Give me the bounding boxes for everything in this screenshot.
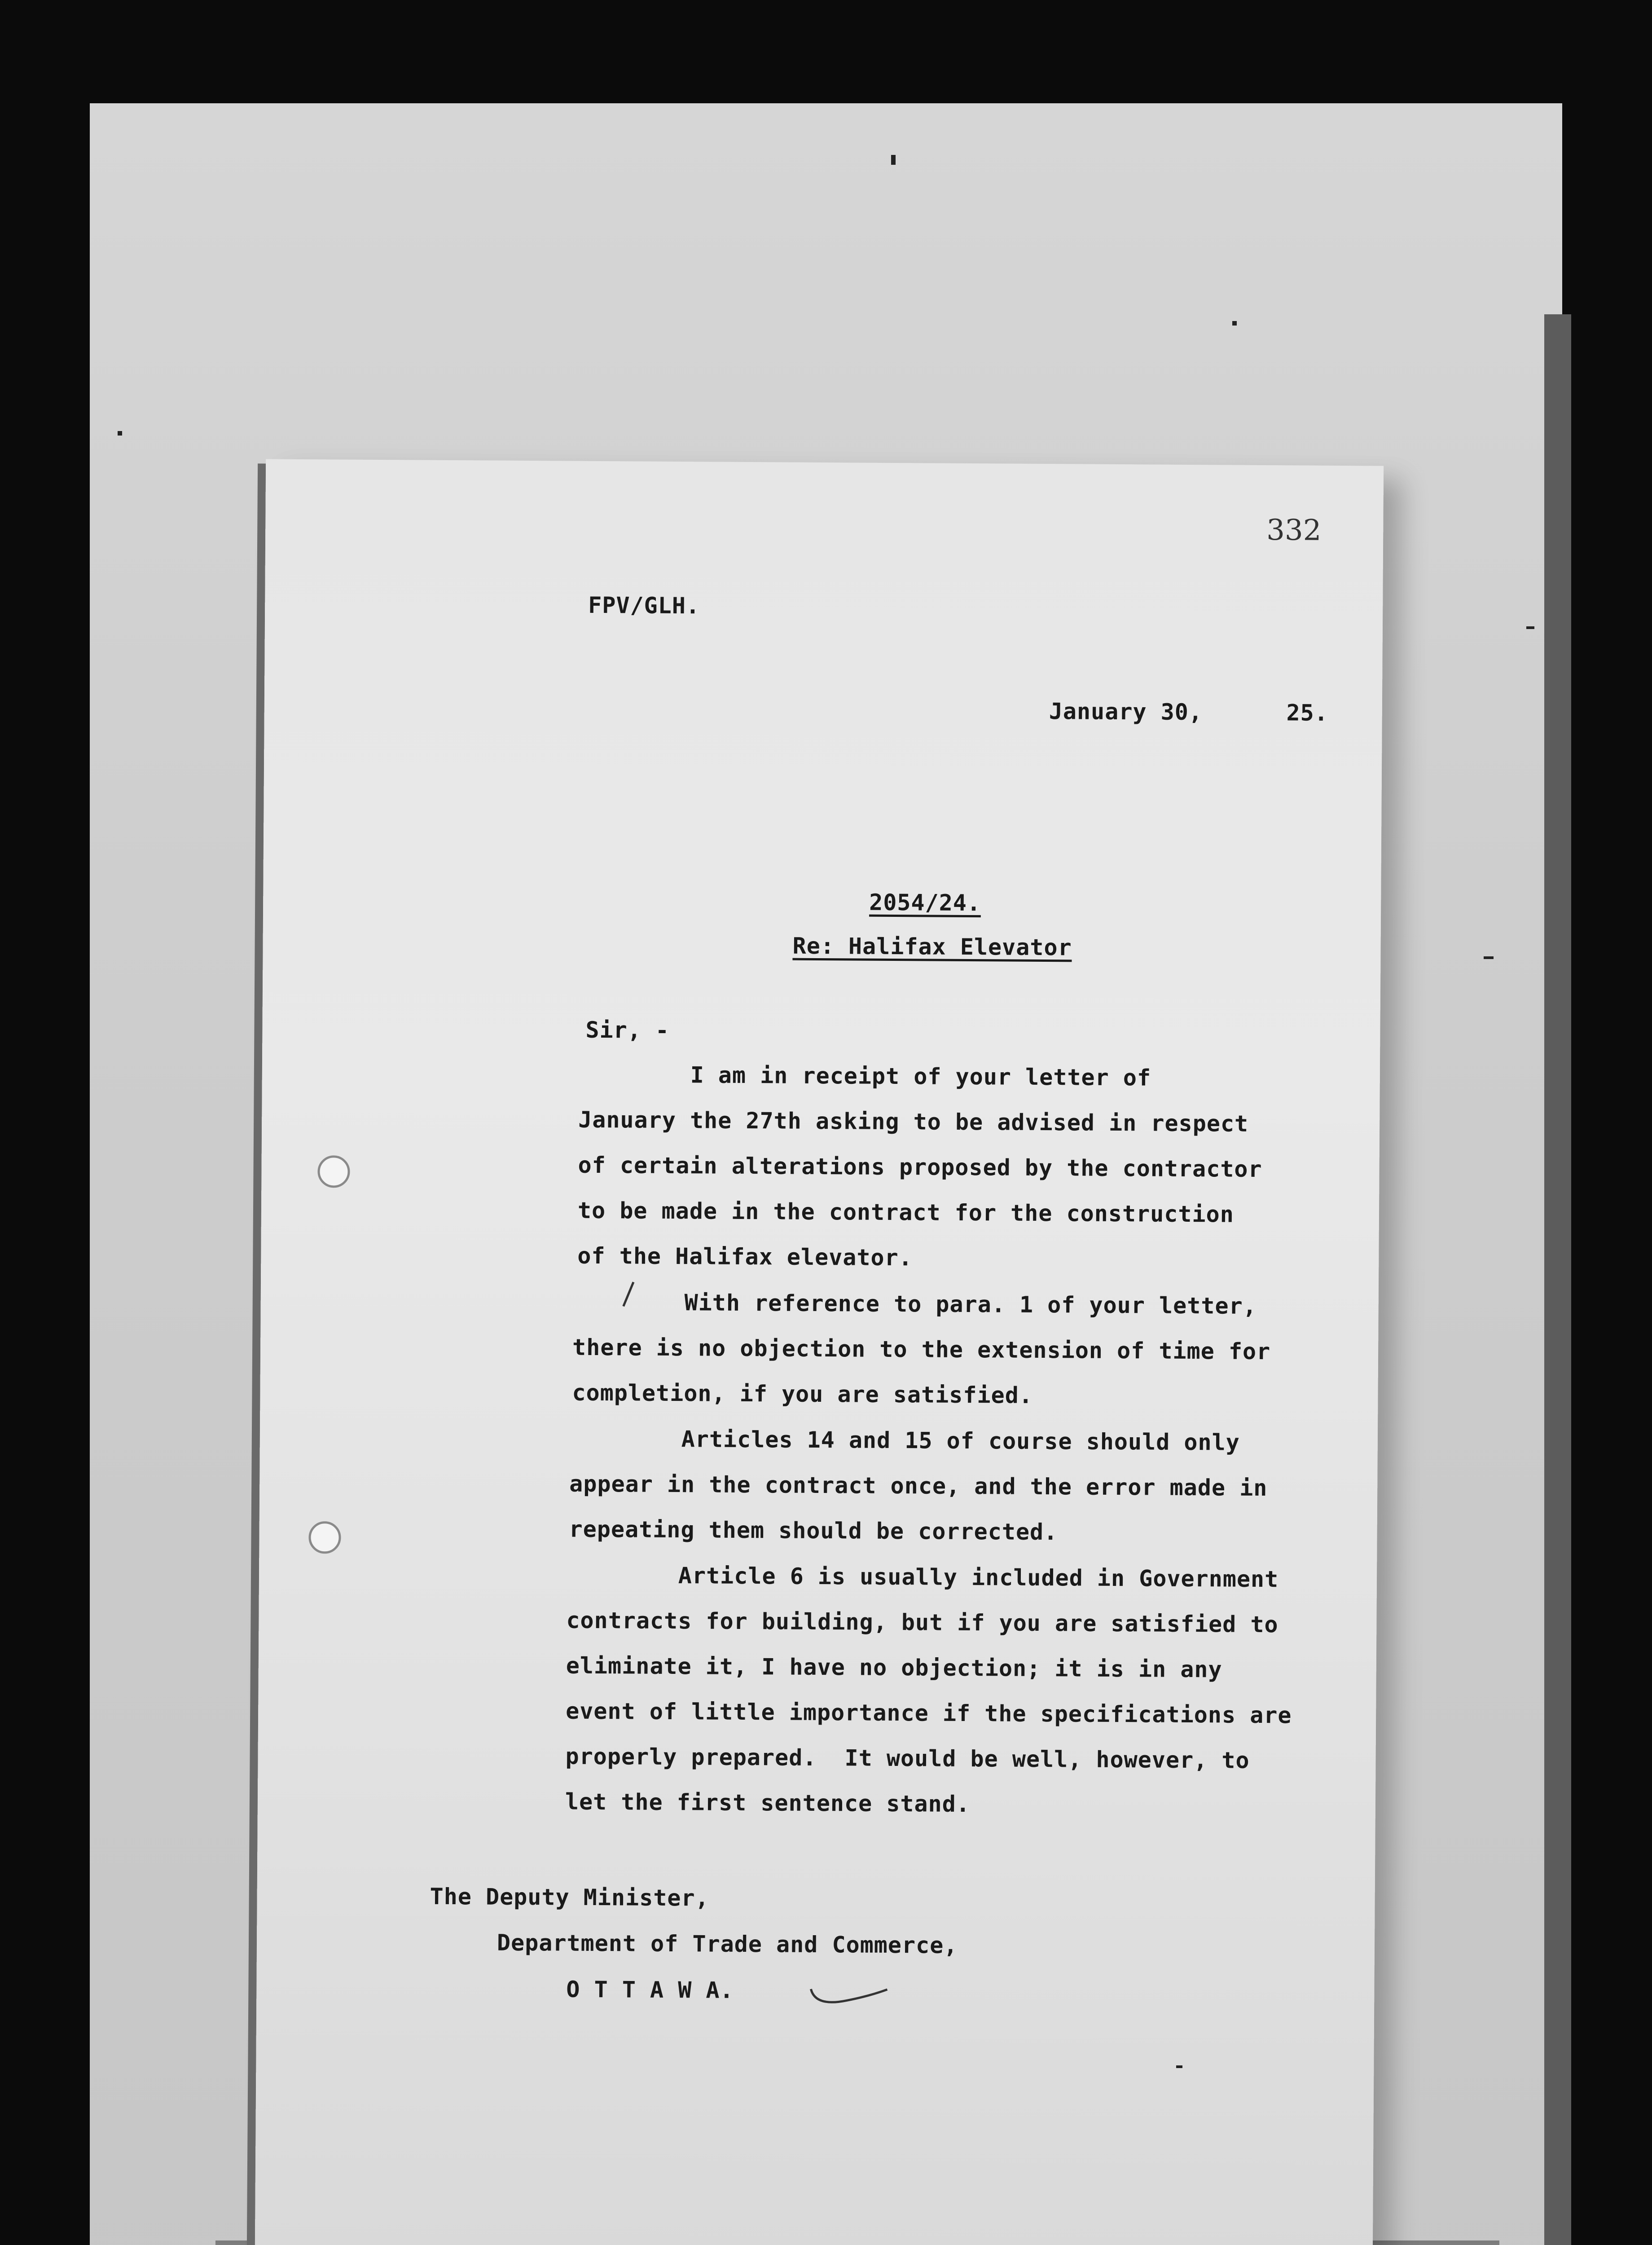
pencil-tick-mark	[806, 1976, 892, 2012]
addressee-title: The Deputy Minister,	[430, 1883, 709, 1911]
speck	[891, 155, 896, 165]
body-line: January the 27th asking to be advised in respect	[578, 1106, 1249, 1137]
body-line: contracts for building, but if you are satisfied to	[566, 1607, 1279, 1638]
speck	[118, 431, 122, 436]
body-line: With reference to para. 1 of your letter,	[572, 1289, 1257, 1319]
body-line: let the first sentence stand.	[565, 1788, 971, 1818]
body-line: eliminate it, I have no objection; it is in any	[566, 1652, 1222, 1683]
body-line: properly prepared. It would be well, however, to	[565, 1743, 1250, 1774]
speck	[1526, 626, 1534, 629]
body-line: event of little importance if the specifications are	[566, 1698, 1292, 1729]
body-line: repeating them should be corrected.	[569, 1516, 1058, 1545]
body-line: I am in receipt of your letter of	[578, 1061, 1151, 1091]
body-line: Article 6 is usually included in Government	[566, 1562, 1279, 1593]
body-line: Articles 14 and 15 of course should only	[569, 1425, 1240, 1456]
body-line: appear in the contract once, and the error made in	[569, 1470, 1268, 1501]
file-number: 2054/24.	[869, 889, 981, 916]
addressee-city: O T T A W A.	[566, 1976, 734, 2003]
backing-sheet-edge	[1544, 314, 1571, 2245]
pencil-check-mark	[615, 1278, 642, 1310]
page-number: 332	[1266, 514, 1322, 547]
speck	[1232, 321, 1237, 326]
punch-hole	[308, 1521, 341, 1554]
body-line: completion, if you are satisfied.	[572, 1379, 1033, 1409]
speck	[1484, 956, 1494, 959]
body-line: of certain alterations proposed by the contractor	[578, 1152, 1262, 1183]
reference-initials: FPV/GLH.	[588, 592, 700, 619]
speck	[1176, 2065, 1182, 2068]
punch-hole	[317, 1155, 350, 1188]
subject-line: Re: Halifax Elevator	[792, 933, 1072, 961]
body-line: there is no objection to the extension of time for	[572, 1334, 1271, 1365]
salutation: Sir, -	[585, 1017, 670, 1043]
body-line: to be made in the contract for the construction	[577, 1197, 1234, 1228]
letter-date: January 30, 25.	[1049, 698, 1329, 726]
addressee-department: Department of Trade and Commerce,	[496, 1929, 958, 1959]
body-line: of the Halifax elevator.	[577, 1242, 913, 1271]
letter-page	[255, 459, 1384, 2245]
